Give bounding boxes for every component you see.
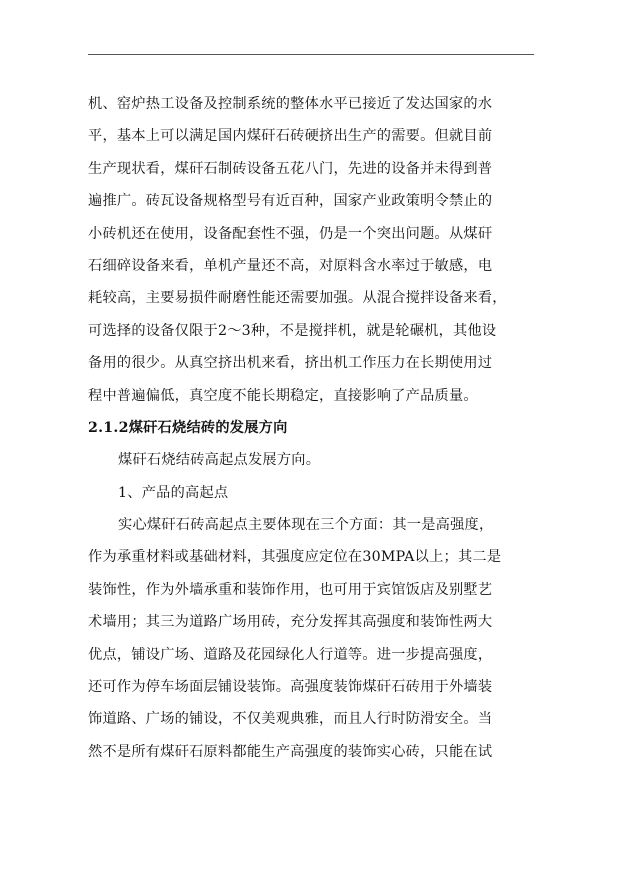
header-rule [88,54,534,55]
subheading: 1、产品的高起点 [118,484,229,501]
paragraph-first-line: 实心煤矸石砖高起点主要体现在三个方面：其一是高强度， [118,517,494,534]
text-line: 术墙用；其三为道路广场用砖，充分发挥其高强度和装饰性两大 [88,614,493,631]
text-line: 程中普遍偏低，真空度不能长期稳定，直接影响了产品质量。 [88,387,478,404]
text-line: 耗较高，主要易损件耐磨性能还需要加强。从混合搅拌设备来看， [88,290,507,307]
text-line: 机、窑炉热工设备及控制系统的整体水平已接近了发达国家的水 [88,96,493,112]
text-line: 备用的很少。从真空挤出机来看，挤出机工作压力在长期使用过 [88,355,493,372]
text-line: 还可作为停车场面层铺设装饰。高强度装饰煤矸石砖用于外墙装 [88,679,493,696]
text-line: 优点，铺设广场、道路及花园绿化人行道等。进一步提高强度， [88,646,493,663]
text-line: 平，基本上可以满足国内煤矸石砖硬挤出生产的需要。但就目前 [88,128,493,145]
text-line: 生产现状看，煤矸石制砖设备五花八门，先进的设备并未得到普 [88,160,493,177]
text-line: 石细碎设备来看，单机产量还不高，对原料含水率过于敏感，电 [88,257,493,274]
text-line: 装饰性，作为外墙承重和装饰作用，也可用于宾馆饭店及别墅艺 [88,581,493,598]
intro-line: 煤矸石烧结砖高起点发展方向。 [118,452,321,469]
text-line: 作为承重材料或基础材料，其强度应定位在30MPA以上；其二是 [88,549,502,566]
document-body [88,88,534,768]
text-line: 可选择的设备仅限于2～3种，不是搅拌机，就是轮碾机，其他设 [88,322,497,339]
text-line: 然不是所有煤矸石原料都能生产高强度的装饰实心砖，只能在试 [88,743,493,760]
text-line: 遍推广。砖瓦设备规格型号有近百种，国家产业政策明令禁止的 [88,193,493,210]
section-heading: 2.1.2煤矸石烧结砖的发展方向 [88,419,288,436]
text-line: 饰道路、广场的铺设，不仅美观典雅，而且人行时防滑安全。当 [88,711,493,728]
text-line: 小砖机还在使用，设备配套性不强，仍是一个突出问题。从煤矸 [88,225,493,242]
